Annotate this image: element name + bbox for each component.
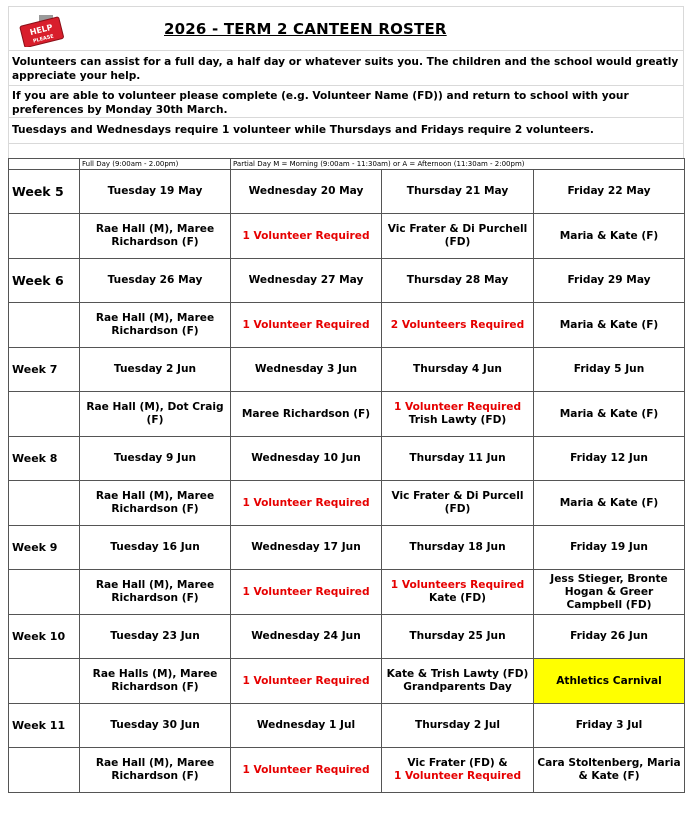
- week-8-wednesday: Wednesday 10 Jun: [231, 437, 382, 481]
- week-11-thursday-required: 1 Volunteer Required: [393, 770, 522, 782]
- week-6-friday: Friday 29 May: [534, 259, 685, 303]
- week-6-volunteers-row: [9, 303, 685, 348]
- week-6-friday-volunteers: Maria & Kate (F): [534, 303, 685, 348]
- week-10-blank: [9, 659, 80, 704]
- week-11-friday-volunteers: Cara Stoltenberg, Maria & Kate (F): [534, 748, 685, 793]
- week-7-days-row: [9, 348, 685, 392]
- logo-text-bottom: PLEASE: [32, 33, 55, 45]
- week-7-wednesday-volunteers: Maree Richardson (F): [231, 392, 382, 437]
- week-11-blank: [9, 748, 80, 793]
- week-7-blank: [9, 392, 80, 437]
- week-7-thursday: Thursday 4 Jun: [382, 348, 534, 392]
- help-please-sign-icon: [19, 15, 67, 47]
- week-11-label: Week 11: [9, 704, 80, 748]
- week-10-label: Week 10: [9, 615, 80, 659]
- week-11-thursday: Thursday 2 Jul: [382, 704, 534, 748]
- week-10-volunteers-row: [9, 659, 685, 704]
- week-5-wednesday-volunteers: 1 Volunteer Required: [231, 214, 382, 259]
- week-5-tuesday-volunteers: Rae Hall (M), Maree Richardson (F): [80, 214, 231, 259]
- week-9-friday: Friday 19 Jun: [534, 526, 685, 570]
- week-8-tuesday-volunteers: Rae Hall (M), Maree Richardson (F): [80, 481, 231, 526]
- week-5-friday: Friday 22 May: [534, 170, 685, 214]
- week-7-tuesday-volunteers: Rae Hall (M), Dot Craig (F): [80, 392, 231, 437]
- week-11-wednesday-volunteers: 1 Volunteer Required: [231, 748, 382, 793]
- week-9-wednesday-volunteers: 1 Volunteer Required: [231, 570, 382, 615]
- legend-full-day: Full Day (9:00am - 2.00pm): [80, 159, 231, 170]
- week-9-friday-volunteers: Jess Stieger, Bronte Hogan & Greer Campbell (FD): [534, 570, 685, 615]
- week-9-thursday-volunteers: [382, 570, 534, 615]
- week-6-label: Week 6: [9, 259, 80, 303]
- intro-note: Volunteers can assist for a full day, a half day or whatever suits you. The children and the school would greatly appreciate your help.: [8, 50, 684, 86]
- week-6-tuesday: Tuesday 26 May: [80, 259, 231, 303]
- week-8-volunteers-row: [9, 481, 685, 526]
- week-9-tuesday: Tuesday 16 Jun: [80, 526, 231, 570]
- instructions-note: If you are able to volunteer please complete (e.g. Volunteer Name (FD)) and return to school with your preferences by Monday 30th March.: [8, 86, 684, 118]
- week-8-tuesday: Tuesday 9 Jun: [80, 437, 231, 481]
- week-8-thursday: Thursday 11 Jun: [382, 437, 534, 481]
- legend-partial-day: Partial Day M = Morning (9:00am - 11:30am) or A = Afternoon (11:30am - 2:00pm): [231, 159, 685, 170]
- week-11-friday: Friday 3 Jul: [534, 704, 685, 748]
- week-11-days-row: [9, 704, 685, 748]
- week-8-days-row: [9, 437, 685, 481]
- week-10-thursday-volunteers: Kate & Trish Lawty (FD) Grandparents Day: [382, 659, 534, 704]
- week-9-thursday-volunteer: Kate (FD): [428, 592, 486, 604]
- week-7-friday-volunteers: Maria & Kate (F): [534, 392, 685, 437]
- week-11-thursday-volunteers: [382, 748, 534, 793]
- week-10-thursday: Thursday 25 Jun: [382, 615, 534, 659]
- requirements-note: Tuesdays and Wednesdays require 1 volunteer while Thursdays and Fridays require 2 volunteers.: [8, 118, 684, 144]
- week-5-days-row: [9, 170, 685, 214]
- week-9-thursday: Thursday 18 Jun: [382, 526, 534, 570]
- week-7-thursday-required: 1 Volunteer Required: [393, 401, 522, 413]
- week-6-tuesday-volunteers: Rae Hall (M), Maree Richardson (F): [80, 303, 231, 348]
- week-6-days-row: [9, 259, 685, 303]
- week-9-wednesday: Wednesday 17 Jun: [231, 526, 382, 570]
- week-10-days-row: [9, 615, 685, 659]
- week-11-thursday-volunteer: Vic Frater (FD) &: [407, 757, 508, 769]
- week-9-label: Week 9: [9, 526, 80, 570]
- spacer: [8, 144, 684, 158]
- roster-sheet: [8, 6, 684, 793]
- week-5-tuesday: Tuesday 19 May: [80, 170, 231, 214]
- week-10-tuesday: Tuesday 23 Jun: [80, 615, 231, 659]
- week-9-days-row: [9, 526, 685, 570]
- week-5-label: Week 5: [9, 170, 80, 214]
- week-9-tuesday-volunteers: Rae Hall (M), Maree Richardson (F): [80, 570, 231, 615]
- week-6-thursday-volunteers: 2 Volunteers Required: [382, 303, 534, 348]
- week-5-thursday: Thursday 21 May: [382, 170, 534, 214]
- week-5-blank: [9, 214, 80, 259]
- week-6-thursday: Thursday 28 May: [382, 259, 534, 303]
- week-6-wednesday: Wednesday 27 May: [231, 259, 382, 303]
- roster-table: [8, 158, 685, 793]
- week-6-blank: [9, 303, 80, 348]
- header: [8, 6, 684, 50]
- week-7-thursday-volunteers: [382, 392, 534, 437]
- legend-blank: [9, 159, 80, 170]
- week-10-friday-volunteers: Athletics Carnival: [534, 659, 685, 704]
- week-8-friday-volunteers: Maria & Kate (F): [534, 481, 685, 526]
- week-6-wednesday-volunteers: 1 Volunteer Required: [231, 303, 382, 348]
- week-11-tuesday-volunteers: Rae Hall (M), Maree Richardson (F): [80, 748, 231, 793]
- week-10-tuesday-volunteers: Rae Halls (M), Maree Richardson (F): [80, 659, 231, 704]
- week-5-wednesday: Wednesday 20 May: [231, 170, 382, 214]
- week-11-volunteers-row: [9, 748, 685, 793]
- legend-row: [9, 159, 685, 170]
- week-7-friday: Friday 5 Jun: [534, 348, 685, 392]
- week-5-thursday-volunteers: Vic Frater & Di Purchell (FD): [382, 214, 534, 259]
- week-5-volunteers-row: [9, 214, 685, 259]
- week-7-tuesday: Tuesday 2 Jun: [80, 348, 231, 392]
- week-11-wednesday: Wednesday 1 Jul: [231, 704, 382, 748]
- week-9-blank: [9, 570, 80, 615]
- week-9-thursday-required: 1 Volunteers Required: [390, 579, 525, 591]
- week-8-friday: Friday 12 Jun: [534, 437, 685, 481]
- week-8-label: Week 8: [9, 437, 80, 481]
- week-10-friday: Friday 26 Jun: [534, 615, 685, 659]
- week-7-volunteers-row: [9, 392, 685, 437]
- week-8-thursday-volunteers: Vic Frater & Di Purcell (FD): [382, 481, 534, 526]
- page-title: 2026 - TERM 2 CANTEEN ROSTER: [164, 20, 447, 38]
- logo-text-top: HELP: [28, 22, 54, 38]
- week-10-wednesday: Wednesday 24 Jun: [231, 615, 382, 659]
- week-7-label: Week 7: [9, 348, 80, 392]
- week-8-blank: [9, 481, 80, 526]
- week-11-tuesday: Tuesday 30 Jun: [80, 704, 231, 748]
- week-8-wednesday-volunteers: 1 Volunteer Required: [231, 481, 382, 526]
- week-7-wednesday: Wednesday 3 Jun: [231, 348, 382, 392]
- week-9-volunteers-row: [9, 570, 685, 615]
- week-10-wednesday-volunteers: 1 Volunteer Required: [231, 659, 382, 704]
- week-7-thursday-volunteer: Trish Lawty (FD): [408, 414, 507, 426]
- week-5-friday-volunteers: Maria & Kate (F): [534, 214, 685, 259]
